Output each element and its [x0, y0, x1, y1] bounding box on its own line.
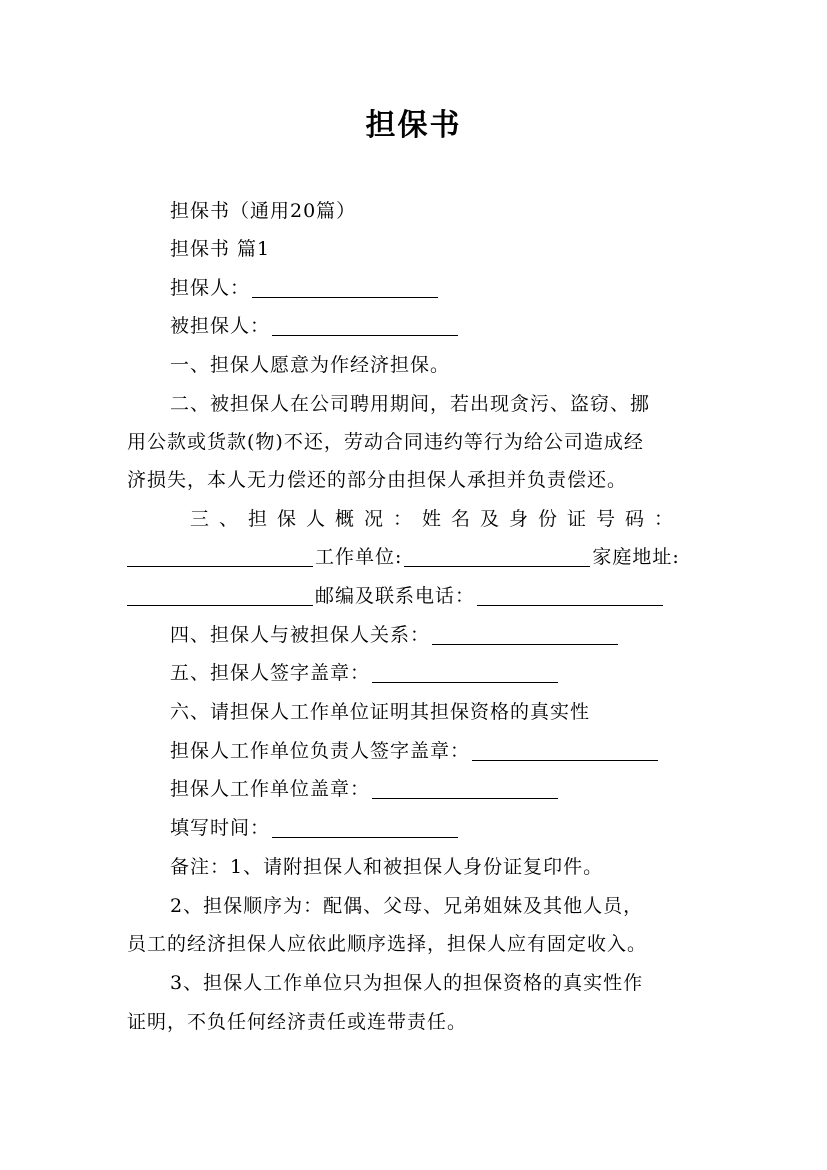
item-6: 六、请担保人工作单位证明其担保资格的真实性	[170, 701, 591, 723]
guarantor-blank[interactable]	[252, 275, 438, 298]
item-2-line-2: 用公款或货款(物)不还，劳动合同违约等行为给公司造成经	[127, 431, 644, 453]
id-number-blank[interactable]	[127, 544, 313, 567]
note-2-line-2: 员工的经济担保人应依此顺序选择，担保人应有固定收入。	[127, 933, 648, 955]
home-address-label: 家庭地址:	[592, 546, 680, 568]
postcode-phone-label: 邮编及联系电话：	[315, 585, 476, 607]
fill-time-blank[interactable]	[272, 815, 458, 838]
item-5-row	[170, 658, 702, 688]
fill-time-row	[170, 813, 702, 843]
guarantor-row	[170, 273, 702, 303]
section-heading: 担保书 篇1	[170, 238, 271, 260]
fill-time-label: 填写时间：	[170, 817, 271, 839]
unit-leader-blank[interactable]	[472, 738, 658, 761]
work-unit-blank[interactable]	[404, 544, 590, 567]
item-5-label: 五、担保人签字盖章：	[170, 662, 371, 684]
item-3-line-3	[127, 581, 702, 611]
item-3-line-2	[127, 542, 702, 572]
note-1: 备注：1、请附担保人和被担保人身份证复印件。	[170, 856, 604, 878]
item-1: 一、担保人愿意为作经济担保。	[170, 354, 451, 376]
note-3-line-2: 证明，不负任何经济责任或连带责任。	[127, 1011, 468, 1033]
unit-leader-row	[170, 736, 702, 766]
item-2-line-1: 二、被担保人在公司聘用期间，若出现贪污、盗窃、挪	[170, 393, 651, 415]
guarantor-label: 担保人：	[170, 277, 251, 299]
document-title: 担保书	[365, 108, 462, 143]
item-2-line-3: 济损失，本人无力偿还的部分由担保人承担并负责偿还。	[127, 469, 628, 491]
unit-seal-blank[interactable]	[372, 776, 558, 799]
document-subtitle: 担保书（通用20篇）	[170, 200, 357, 222]
item-3-line-1: 三、担保人概况：姓名及身份证号码：	[190, 508, 684, 530]
work-unit-label: 工作单位:	[315, 546, 403, 568]
unit-seal-label: 担保人工作单位盖章：	[170, 778, 371, 800]
relationship-blank[interactable]	[432, 622, 618, 645]
unit-leader-label: 担保人工作单位负责人签字盖章：	[170, 740, 471, 762]
guaranteed-label: 被担保人：	[170, 315, 271, 337]
guaranteed-blank[interactable]	[272, 313, 458, 336]
guaranteed-row	[170, 311, 702, 341]
item-4-label: 四、担保人与被担保人关系：	[170, 624, 431, 646]
note-3-line-1: 3、担保人工作单位只为担保人的担保资格的真实性作	[170, 972, 644, 994]
postcode-phone-blank[interactable]	[477, 583, 663, 606]
note-2-line-1: 2、担保顺序为：配偶、父母、兄弟姐妹及其他人员，	[170, 895, 644, 917]
guarantor-signature-blank[interactable]	[372, 660, 558, 683]
unit-seal-row	[170, 774, 702, 804]
home-address-blank[interactable]	[127, 583, 313, 606]
item-4-row	[170, 620, 702, 650]
